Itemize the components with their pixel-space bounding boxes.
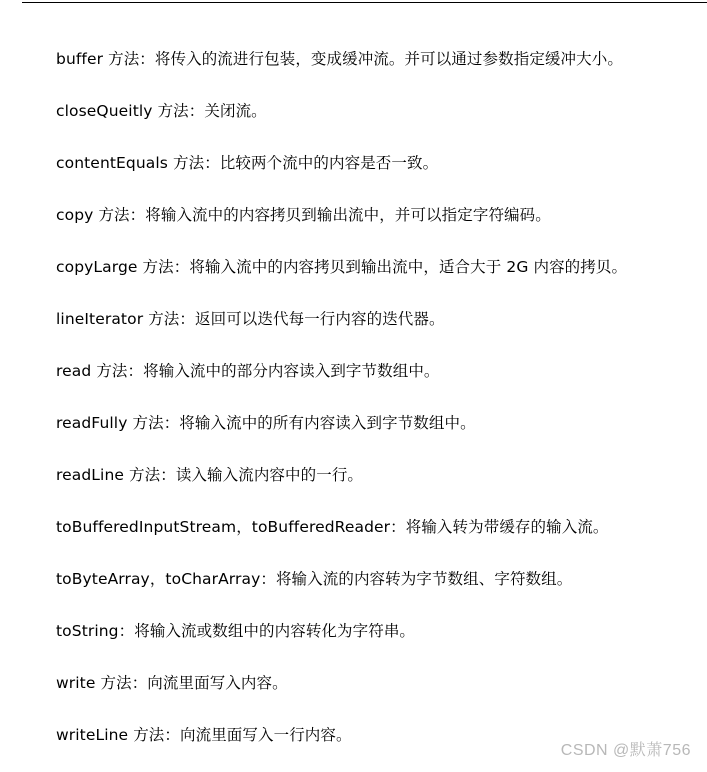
list-item-close-queitly: closeQueitly 方法：关闭流。 — [56, 102, 267, 120]
list-item-to-buffered: toBufferedInputStream，toBufferedReader：将输入转为带缓存的输入流。 — [56, 518, 609, 536]
top-rule — [22, 2, 707, 3]
list-item-read-line: readLine 方法：读入输入流内容中的一行。 — [56, 466, 364, 484]
method-list — [56, 44, 696, 772]
list-item-write-line: writeLine 方法：向流里面写入一行内容。 — [56, 726, 352, 744]
watermark: CSDN @默萧756 — [560, 742, 691, 759]
list-item-read: read 方法：将输入流中的部分内容读入到字节数组中。 — [56, 362, 440, 380]
list-item-write: write 方法：向流里面写入内容。 — [56, 674, 288, 692]
list-item-buffer: buffer 方法：将传入的流进行包装，变成缓冲流。并可以通过参数指定缓冲大小。 — [56, 50, 623, 68]
list-item-content-equals: contentEquals 方法：比较两个流中的内容是否一致。 — [56, 154, 439, 172]
list-item-to-string: toString：将输入流或数组中的内容转化为字符串。 — [56, 622, 416, 640]
list-item-read-fully: readFully 方法：将输入流中的所有内容读入到字节数组中。 — [56, 414, 476, 432]
list-item-to-byte-array: toByteArray，toCharArray：将输入流的内容转为字节数组、字符数组。 — [56, 570, 573, 588]
list-item-line-iterator: lineIterator 方法：返回可以迭代每一行内容的迭代器。 — [56, 310, 445, 328]
list-item-copy: copy 方法：将输入流中的内容拷贝到输出流中，并可以指定字符编码。 — [56, 206, 551, 224]
list-item-copy-large: copyLarge 方法：将输入流中的内容拷贝到输出流中，适合大于 2G 内容的拷贝。 — [56, 258, 628, 276]
